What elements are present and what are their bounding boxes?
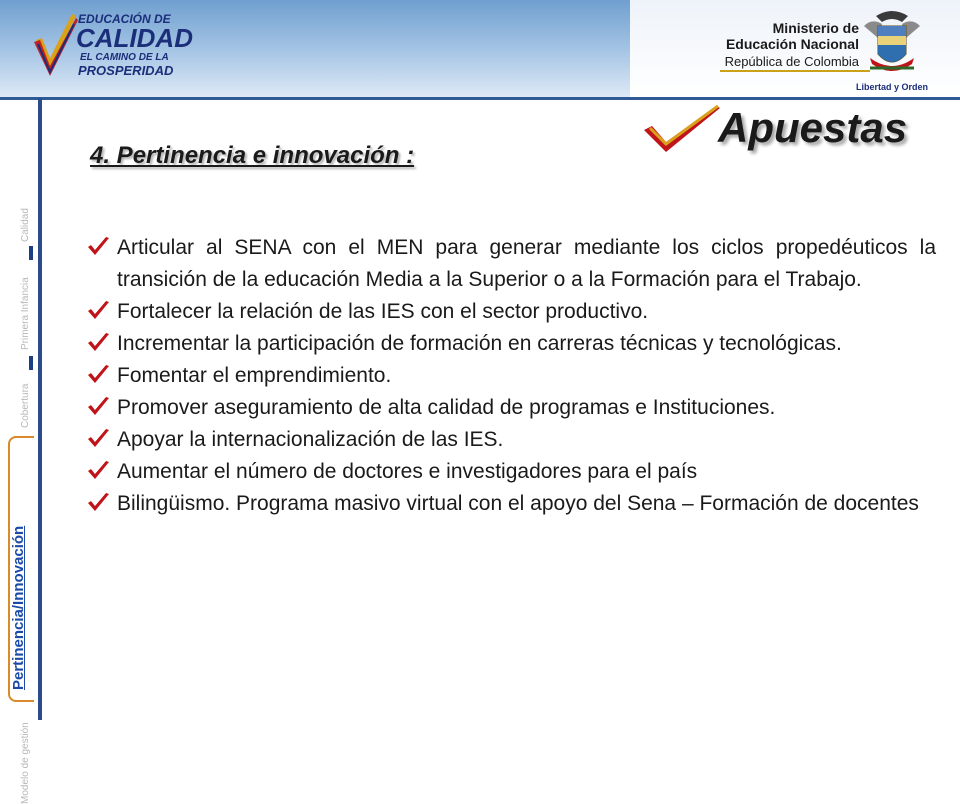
section-subtitle: 4. Pertinencia e innovación : — [90, 142, 415, 169]
colombia-coat-of-arms-icon — [862, 8, 922, 82]
check-icon — [86, 428, 110, 450]
logo-line-2: CALIDAD — [76, 23, 193, 53]
list-item — [86, 456, 936, 488]
crest-caption: Libertad y Orden — [855, 82, 928, 92]
bullet-list — [86, 232, 936, 520]
bullet-text: Incrementar la participación de formación en carreras técnicas y tecnológicas. — [117, 332, 842, 355]
ministry-name — [724, 20, 859, 69]
sidebar-marker-primera-infancia — [29, 356, 33, 370]
sidebar-item-pertinencia-innovacion[interactable]: Pertinencia/Innovación — [10, 525, 27, 690]
list-item — [86, 424, 936, 456]
list-item — [86, 232, 936, 296]
logo-line-1: EDUCACIÓN DE — [78, 12, 171, 26]
slide-title: Apuestas — [718, 104, 908, 151]
header-divider — [0, 97, 960, 100]
check-icon — [86, 364, 110, 386]
ministry-line-2: Educación Nacional — [725, 36, 859, 52]
sidebar-vertical-line — [38, 98, 42, 720]
education-quality-logo — [32, 10, 193, 90]
sidebar-item-cobertura[interactable]: Cobertura — [20, 383, 31, 428]
logo-line-3: EL CAMINO DE LA — [80, 52, 169, 63]
list-item — [86, 360, 936, 392]
check-icon — [86, 396, 110, 418]
ministry-line-3: República de Colombia — [724, 54, 859, 69]
check-icon — [86, 236, 110, 258]
bullet-text: Fomentar el emprendimiento. — [117, 364, 392, 387]
bullet-text: Bilingüismo. Programa masivo virtual con el apoyo del Sena – Formación de docentes — [117, 492, 919, 515]
ministry-line-1: Ministerio de — [772, 20, 859, 36]
list-item — [86, 392, 936, 424]
check-icon — [86, 300, 110, 322]
bullet-text: Aumentar el número de doctores e investigadores para el país — [117, 460, 698, 483]
check-icon — [86, 332, 110, 354]
list-item — [86, 296, 936, 328]
logo-check-icon — [32, 14, 80, 84]
bullet-text: Apoyar la internacionalización de las IES. — [117, 428, 504, 451]
sidebar-marker-calidad — [29, 246, 33, 260]
sidebar-item-primera-infancia[interactable]: Primera Infancia — [20, 277, 31, 350]
bullet-text: Articular al SENA con el MEN para generar mediante los ciclos propedéuticos la transición de la educación Media a la Superior o a la Formación para el Trabajo. — [117, 236, 936, 291]
sidebar-item-modelo-de-gestion[interactable]: Modelo de gestión — [20, 722, 31, 804]
bullet-text: Fortalecer la relación de las IES con el sector productivo. — [117, 300, 649, 323]
sidebar-item-calidad[interactable]: Calidad — [20, 208, 31, 242]
bullet-text: Promover aseguramiento de alta calidad de programas e Instituciones. — [117, 396, 776, 419]
header-banner — [0, 0, 960, 98]
ministry-divider — [720, 70, 870, 72]
title-check-icon — [642, 104, 722, 156]
check-icon — [86, 460, 110, 482]
list-item — [86, 328, 936, 360]
logo-line-4: PROSPERIDAD — [78, 63, 174, 78]
list-item — [86, 488, 936, 520]
check-icon — [86, 492, 110, 514]
